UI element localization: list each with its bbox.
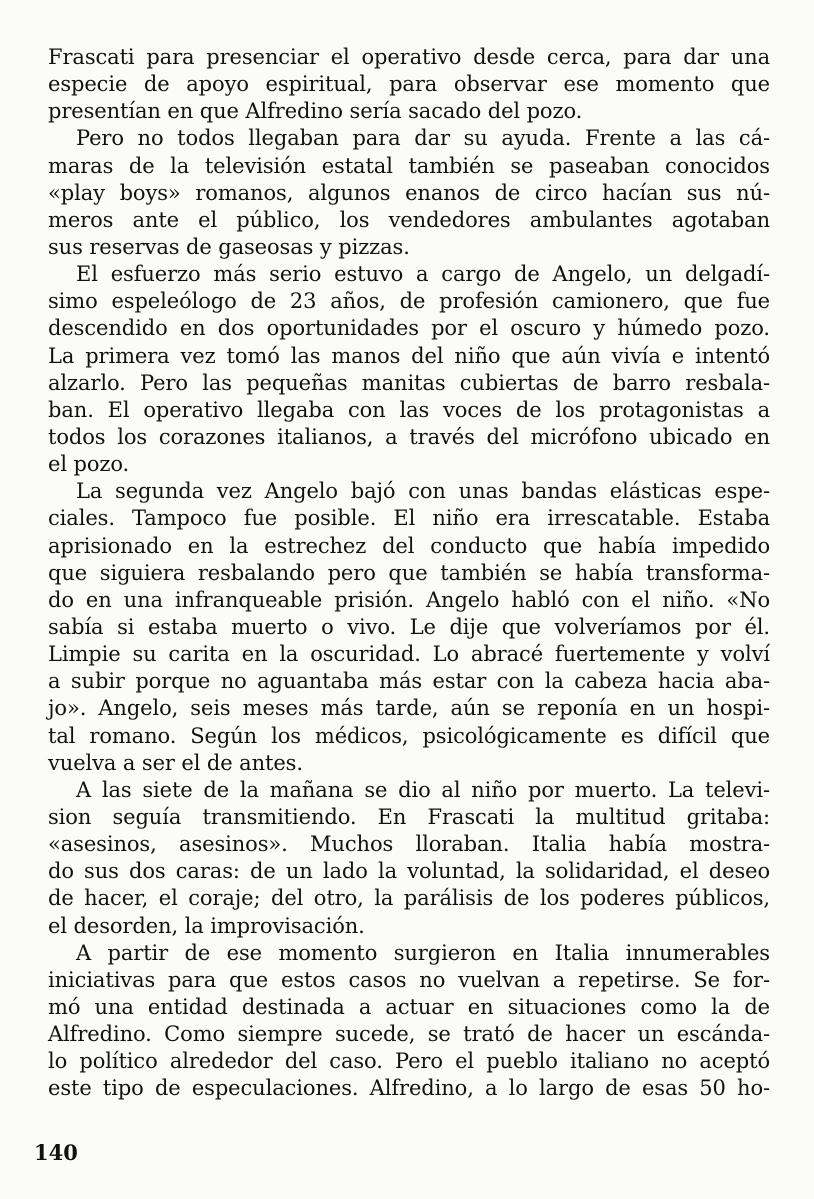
text-line: iniciativas para que estos casos no vuelvan a repetirse. Se for- bbox=[48, 967, 770, 992]
text-line: alzarlo. Pero las pequeñas manitas cubiertas de barro resbala- bbox=[48, 370, 770, 395]
text-line: ciales. Tampoco fue posible. El niño era irrescatable. Estaba bbox=[48, 506, 770, 531]
text-line: do sus dos caras: de un lado la voluntad, la solidaridad, el deseo bbox=[48, 859, 770, 884]
text-line: simo espeleólogo de 23 años, de profesión camionero, que fue bbox=[48, 289, 770, 314]
text-line: este tipo de especulaciones. Alfredino, a lo largo de esas 50 ho- bbox=[48, 1076, 770, 1101]
text-line: El esfuerzo más serio estuvo a cargo de Angelo, un delgadí- bbox=[76, 262, 770, 287]
text-line: Pero no todos llegaban para dar su ayuda. Frente a las cá- bbox=[76, 126, 770, 151]
text-line: do en una infranqueable prisión. Angelo habló con el niño. «No bbox=[48, 587, 770, 612]
text-line: Frascati para presenciar el operativo desde cerca, para dar una bbox=[48, 45, 770, 69]
text-line: Limpie su carita en la oscuridad. Lo abracé fuertemente y volví bbox=[48, 642, 770, 667]
text-line: a subir porque no aguantaba más estar con la cabeza hacia aba- bbox=[48, 669, 770, 694]
text-line: que siguiera resbalando pero que también se había transforma- bbox=[48, 560, 770, 585]
text-line: jo». Angelo, seis meses más tarde, aún se reponía en un hospi- bbox=[48, 696, 770, 721]
text-line: de hacer, el coraje; del otro, la parálisis de los poderes públicos, bbox=[48, 886, 770, 911]
text-line: sion seguía transmitiendo. En Frascati la multitud gritaba: bbox=[48, 804, 770, 829]
text-line: Alfredino. Como siempre sucede, se trató de hacer un escánda- bbox=[48, 1022, 770, 1047]
text-line: La primera vez tomó las manos del niño que aún vivía e intentó bbox=[48, 343, 770, 368]
text-line: lo político alrededor del caso. Pero el pueblo italiano no aceptó bbox=[48, 1049, 770, 1074]
text-line: el desorden, la improvisación. bbox=[48, 913, 365, 938]
text-line: ban. El operativo llegaba con las voces de los protagonistas a bbox=[48, 397, 770, 422]
text-line: presentían en que Alfredino sería sacado del pozo. bbox=[48, 99, 583, 124]
page-number: 140 bbox=[34, 1140, 78, 1165]
text-line: A partir de ese momento surgieron en Italia innumerables bbox=[76, 940, 770, 965]
text-line: tal romano. Según los médicos, psicológicamente es difícil que bbox=[48, 723, 770, 748]
text-line: «asesinos, asesinos». Muchos lloraban. Italia había mostra- bbox=[48, 832, 770, 857]
text-line: sabía si estaba muerto o vivo. Le dije que volveríamos por él. bbox=[48, 614, 770, 639]
text-line: aprisionado en la estrechez del conducto que había impedido bbox=[48, 533, 770, 558]
text-line: especie de apoyo espiritual, para observar ese momento que bbox=[48, 72, 770, 97]
text-line: descendido en dos oportunidades por el oscuro y húmedo pozo. bbox=[48, 316, 770, 341]
text-line: maras de la televisión estatal también se paseaban conocidos bbox=[48, 153, 770, 178]
body-text bbox=[48, 44, 770, 1102]
text-line: A las siete de la mañana se dio al niño por muerto. La televi- bbox=[76, 777, 770, 802]
text-line: vuelva a ser el de antes. bbox=[48, 750, 303, 775]
text-line: todos los corazones italianos, a través del micrófono ubicado en bbox=[48, 424, 770, 449]
text-line: meros ante el público, los vendedores ambulantes agotaban bbox=[48, 207, 770, 232]
text-line: sus reservas de gaseosas y pizzas. bbox=[48, 234, 410, 259]
text-line: mó una entidad destinada a actuar en situaciones como la de bbox=[48, 994, 770, 1019]
text-line: «play boys» romanos, algunos enanos de circo hacían sus nú- bbox=[48, 180, 770, 205]
text-line: La segunda vez Angelo bajó con unas bandas elásticas espe- bbox=[76, 479, 770, 504]
text-line: el pozo. bbox=[48, 452, 130, 477]
